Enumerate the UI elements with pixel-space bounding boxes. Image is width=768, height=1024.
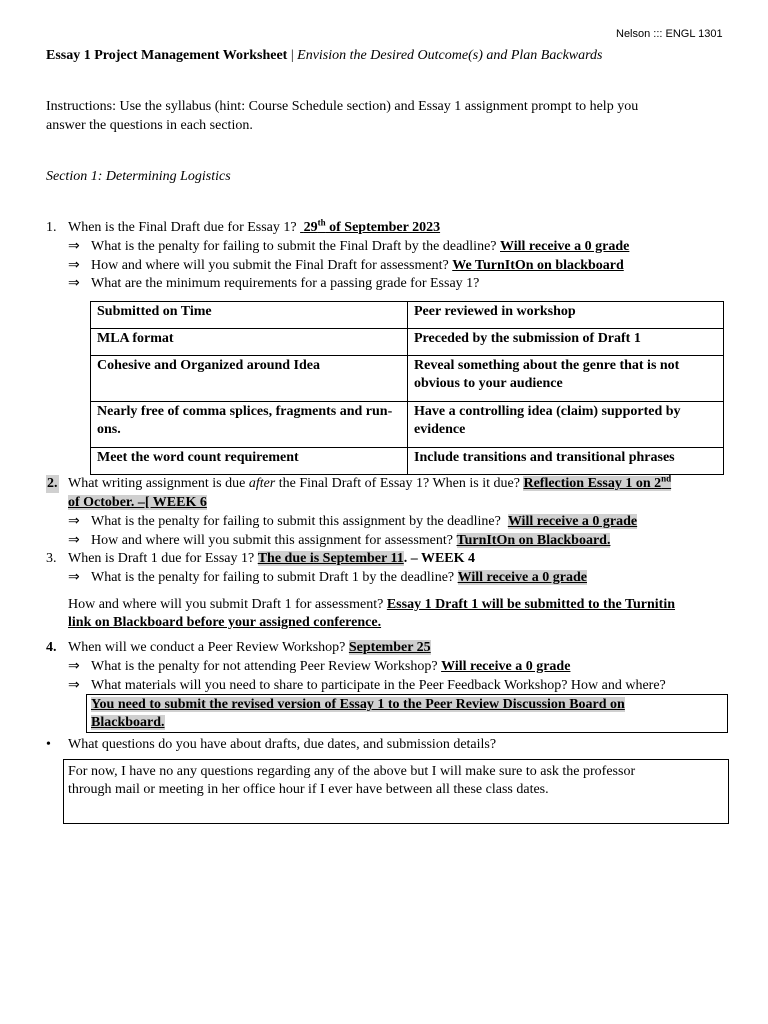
section-heading: Section 1: Determining Logistics (46, 169, 231, 184)
q1-sub1-arrow: ⇒ (68, 239, 80, 254)
q4-sub2: What materials will you need to share to participate in the Peer Feedback Workshop? How and where? (91, 678, 666, 693)
q2-sub1-arrow: ⇒ (68, 514, 80, 529)
title-subtitle: Envision the Desired Outcome(s) and Plan Backwards (297, 48, 603, 63)
title-separator: | (287, 48, 298, 63)
q3-how-answer: Essay 1 Draft 1 will be submitted to the Turnitin (386, 597, 676, 612)
table-cell: Nearly free of comma splices, fragments and run-ons. (91, 402, 408, 448)
worksheet-title (46, 47, 603, 65)
table-cell: Meet the word count requirement (91, 448, 408, 475)
q4-question-line: When will we conduct a Peer Review Workshop? September 25 (68, 640, 431, 655)
table-row (91, 356, 724, 402)
q1-answer: 29th of September 2023 (303, 217, 441, 235)
q2-sub2: How and where will you submit this assignment for assessment? TurnItOn on Blackboard. (91, 533, 611, 548)
table-row (91, 402, 724, 448)
instructions-line-1: Instructions: Use the syllabus (hint: Course Schedule section) and Essay 1 assignment prompt to help you (46, 99, 639, 114)
table-cell: Have a controlling idea (claim) supported by evidence (408, 402, 724, 448)
q4-number: 4. (46, 640, 57, 655)
requirements-table (90, 301, 724, 475)
table-cell: Cohesive and Organized around Idea (91, 356, 408, 402)
q3-sub1-arrow: ⇒ (68, 570, 80, 585)
q1-number: 1. (46, 220, 57, 235)
table-cell: Include transitions and transitional phrases (408, 448, 724, 475)
table-cell: Preceded by the submission of Draft 1 (408, 329, 724, 356)
instructions-line-2: answer the questions in each section. (46, 118, 253, 133)
q1-sub2-arrow: ⇒ (68, 258, 80, 273)
table-row (91, 329, 724, 356)
q2-sub2-answer: TurnItOn on Blackboard. (456, 533, 611, 548)
answer-line-1: For now, I have no any questions regarding any of the above but I will make sure to ask the professor (68, 764, 636, 779)
q3-how-line: How and where will you submit Draft 1 for assessment? Essay 1 Draft 1 will be submitted to the Turnitin (68, 597, 676, 612)
q2-sub2-arrow: ⇒ (68, 533, 80, 548)
q1-question: When is the Final Draft due for Essay 1? (68, 220, 297, 235)
answer-line-2: through mail or meeting in her office hour if I ever have between all these class dates. (68, 782, 549, 797)
table-row (91, 448, 724, 475)
q3-question-line: When is Draft 1 due for Essay 1? The due is September 11. – WEEK 4 (68, 551, 476, 566)
title-main: Essay 1 Project Management Worksheet (46, 48, 288, 63)
q2-answer: Reflection Essay 1 on 2nd (523, 473, 672, 491)
table-row (91, 302, 724, 329)
q3-number: 3. (46, 551, 57, 566)
table-cell: Reveal something about the genre that is not obvious to your audience (408, 356, 724, 402)
table-cell: Submitted on Time (91, 302, 408, 329)
table-cell: Peer reviewed in workshop (408, 302, 724, 329)
course-header: Nelson ::: ENGL 1301 (616, 28, 723, 40)
q2-question-line: What writing assignment is due after the Final Draft of Essay 1? When is it due? Reflection Essay 1 on 2nd (68, 473, 672, 491)
q4-box-line-1: You need to submit the revised version of Essay 1 to the Peer Review Discussion Board on (91, 697, 625, 712)
q4-sub2-arrow: ⇒ (68, 678, 80, 693)
q4-sub1-answer: Will receive a 0 grade (441, 659, 571, 674)
bullet-point: • (46, 737, 51, 752)
q4-box-line-2: Blackboard. (91, 715, 165, 730)
q3-sub1: What is the penalty for failing to submit Draft 1 by the deadline? Will receive a 0 grade (91, 570, 587, 585)
q1-sub2-answer: We TurnItOn on blackboard (452, 258, 624, 273)
q1-sub3-arrow: ⇒ (68, 276, 80, 291)
q2-sub1: What is the penalty for failing to submit this assignment by the deadline? Will receive a 0 grade (91, 514, 638, 529)
q3-how-answer-cont: link on Blackboard before your assigned conference. (68, 615, 382, 630)
q2-answer-cont: of October. –[ WEEK 6 (68, 495, 207, 510)
q3-sub1-answer: Will receive a 0 grade (457, 570, 587, 585)
q4-sub1: What is the penalty for not attending Peer Review Workshop? Will receive a 0 grade (91, 659, 571, 674)
q2-number: 2. (47, 476, 58, 491)
q1-sub1: What is the penalty for failing to submit the Final Draft by the deadline? Will receive a 0 grade (91, 239, 630, 254)
q4-materials-box (86, 694, 728, 733)
q4-sub1-arrow: ⇒ (68, 659, 80, 674)
q1-sub3: What are the minimum requirements for a passing grade for Essay 1? (91, 276, 480, 291)
q1-question-line (68, 219, 440, 237)
questions-answer-box[interactable] (63, 759, 729, 824)
q3-answer-week: . – WEEK 4 (403, 551, 476, 566)
q1-sub2: How and where will you submit the Final Draft for assessment? We TurnItOn on blackboard (91, 258, 624, 273)
table-cell: MLA format (91, 329, 408, 356)
q1-sub1-answer: Will receive a 0 grade (500, 239, 630, 254)
q2-sub1-answer: Will receive a 0 grade (507, 514, 638, 529)
q4-answer: September 25 (348, 640, 431, 655)
q3-answer: The due is September 11 (257, 551, 404, 566)
bullet-question: What questions do you have about drafts, due dates, and submission details? (68, 737, 497, 752)
